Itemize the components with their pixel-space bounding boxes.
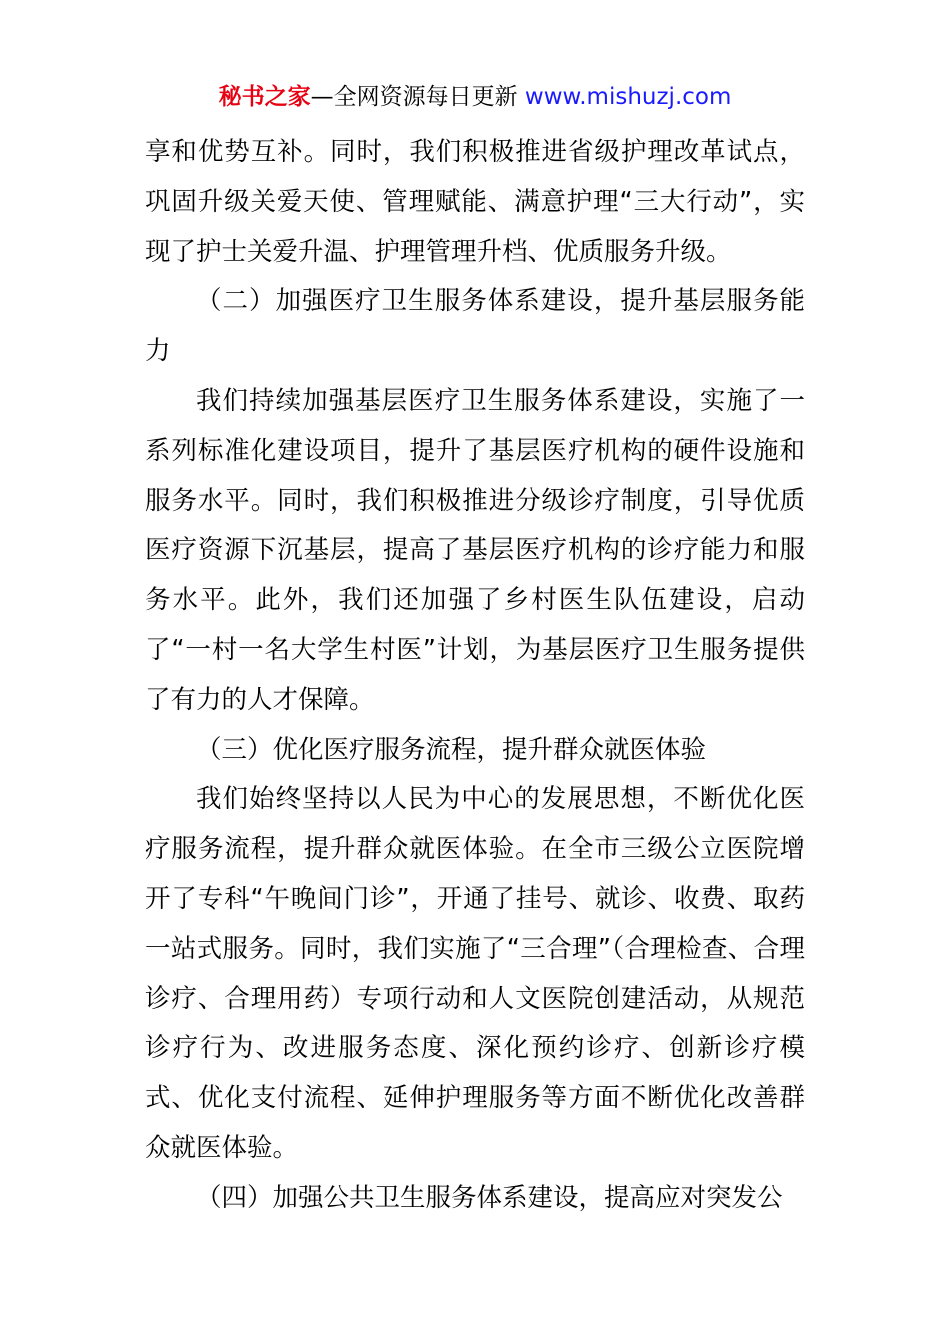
section-heading-4: （四）加强公共卫生服务体系建设，提高应对突发公	[196, 1182, 783, 1213]
paragraph-section-2: 我们持续加强基层医疗卫生服务体系建设，实施了一系列标准化建设项目，提升了基层医疗机构的硬件设施和服务水平。同时，我们积极推进分级诊疗制度，引导优质医疗资源下沉基层，提高了基层医疗机构的诊疗能力和服务水平。此外，我们还加强了乡村医生队伍建设，启动了“一村一名大学生村医”计划，为基层医疗卫生服务提供了有力的人才保障。	[145, 385, 805, 715]
section-heading-3: （三）优化医疗服务流程，提升群众就医体验	[196, 734, 707, 765]
paragraph-section-3: 我们始终坚持以人民为中心的发展思想，不断优化医疗服务流程，提升群众就医体验。在全市三级公立医院增开了专科“午晚间门诊”，开通了挂号、就诊、收费、取药一站式服务。同时，我们实施了“三合理”（合理检查、合理诊疗、合理用药）专项行动和人文医院创建活动，从规范诊疗行为、改进服务态度、深化预约诊疗、创新诊疗模式、优化支付流程、延伸护理服务等方面不断优化改善群众就医体验。	[145, 784, 805, 1163]
brand-name: 秘书之家	[218, 84, 311, 110]
document-body	[145, 128, 805, 1224]
site-url-link[interactable]: www.mishuzj.com	[524, 84, 732, 110]
paragraph-continuation: 享和优势互补。同时，我们积极推进省级护理改革试点，巩固升级关爱天使、管理赋能、满意护理“三大行动”，实现了护士关爱升温、护理管理升档、优质服务升级。	[145, 137, 805, 267]
site-header	[0, 82, 950, 112]
header-slogan: —全网资源每日更新	[310, 84, 525, 110]
section-heading-2: （二）加强医疗卫生服务体系建设，提升基层服务能力	[145, 286, 805, 367]
